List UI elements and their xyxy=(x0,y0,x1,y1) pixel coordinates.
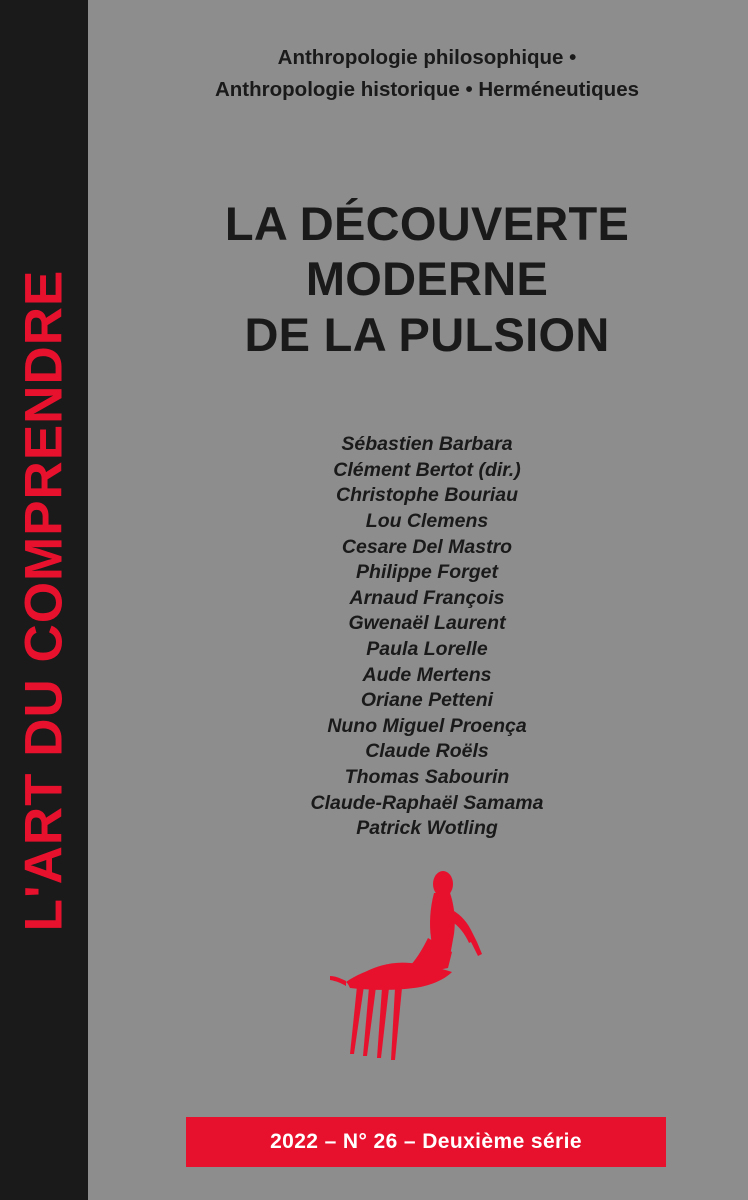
list-item: Claude-Raphaël Samama xyxy=(310,791,544,814)
issue-band xyxy=(186,1117,666,1167)
title-line-1: LA DÉCOUVERTE MODERNE xyxy=(224,197,630,306)
list-item: Gwenaël Laurent xyxy=(348,612,506,635)
series-title xyxy=(0,0,88,1200)
list-item: Christophe Bouriau xyxy=(335,484,518,507)
list-item: Oriane Petteni xyxy=(360,689,494,712)
subject-lines xyxy=(106,42,748,106)
list-item: Philippe Forget xyxy=(356,561,498,584)
list-item: Lou Clemens xyxy=(365,510,489,533)
title-line-2: DE LA PULSION xyxy=(244,307,610,361)
cave-painting-figure-icon xyxy=(330,868,520,1063)
list-item: Claude Roëls xyxy=(365,740,489,763)
list-item: Aude Mertens xyxy=(362,663,492,686)
list-item: Arnaud François xyxy=(349,586,505,609)
list-item: Cesare Del Mastro xyxy=(341,535,513,558)
list-item: Paula Lorelle xyxy=(366,638,488,661)
subject-line-1: Anthropologie philosophique • xyxy=(277,46,577,69)
list-item: Thomas Sabourin xyxy=(344,766,510,789)
list-item: Clément Bertot (dir.) xyxy=(333,458,521,481)
list-item: Patrick Wotling xyxy=(356,817,498,840)
author-list xyxy=(106,432,748,842)
spine-gutter xyxy=(88,0,106,1200)
list-item: Nuno Miguel Proença xyxy=(327,714,527,737)
page-title xyxy=(106,196,748,362)
issue-text: 2022 – N° 26 – Deuxième série xyxy=(270,1130,582,1153)
series-title-text: L'ART DU COMPRENDRE xyxy=(14,269,74,931)
list-item: Sébastien Barbara xyxy=(341,433,513,456)
subject-line-2: Anthropologie historique • Herméneutiques xyxy=(214,77,640,101)
